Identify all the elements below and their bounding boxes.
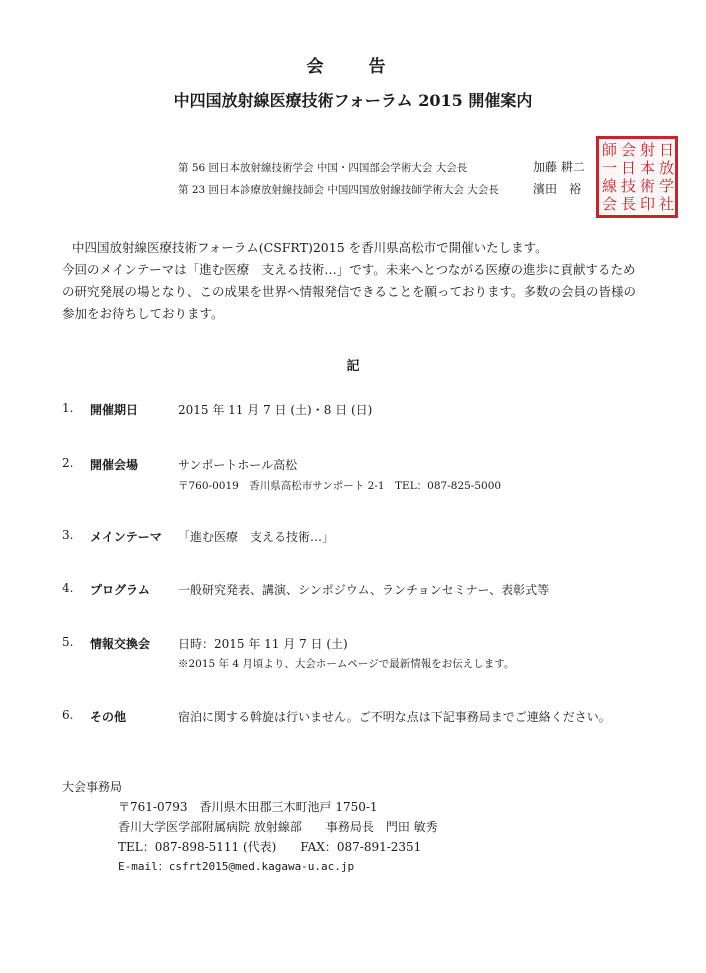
organizer-2-name: 濱田 裕 [533, 182, 582, 196]
seal-char: 術 [640, 177, 656, 195]
item-number: 5. [62, 635, 74, 649]
intro-line-4: 参加をお待ちしております。 [62, 306, 224, 321]
seal-char: 日 [659, 141, 675, 159]
office-address: 〒761-0793 香川県木田郡三木町池戸 1750-1 [118, 800, 378, 814]
intro-line-3: の研究発展の場となり、この成果を世界へ情報発信できることを願っております。多数の会員の皆様の [62, 284, 637, 299]
main-title: 中四国放射線医療技術フォーラム 2015 開催案内 [173, 91, 533, 110]
seal-char: 一 [602, 159, 618, 177]
item-number: 4. [62, 581, 74, 595]
item-value: 「進む医療 支える技術…」 [178, 530, 335, 544]
seal-char: 学 [659, 177, 675, 195]
organizer-1-name: 加藤 耕二 [533, 160, 585, 174]
item-number: 2. [62, 456, 74, 470]
seal-char: 印 [640, 195, 656, 213]
seal-char: 会 [602, 195, 618, 213]
item-label: 開催期日 [90, 403, 139, 417]
item-sub: 〒760-0019 香川県高松市サンポート 2-1 TEL：087-825-5000 [178, 480, 502, 492]
item-number: 6. [62, 708, 74, 722]
seal-char: 日 [621, 159, 637, 177]
item-value: サンポートホール高松 [178, 458, 298, 472]
item-value: 日時：2015 年 11 月 7 日 (土) [178, 637, 348, 651]
seal-char: 長 [621, 195, 637, 213]
item-value: 宿泊に関する斡旋は行いません。ご不明な点は下記事務局までご連絡ください。 [178, 710, 611, 724]
seal-char: 技 [621, 177, 637, 195]
item-value: 一般研究発表、講演、シンポジウム、ランチョンセミナー、表彰式等 [178, 583, 550, 597]
office-heading: 大会事務局 [62, 780, 123, 794]
seal-char: 放 [659, 159, 675, 177]
item-label: メインテーマ [90, 530, 162, 544]
office-dept: 香川大学医学部附属病院 放射線部 事務局長 門田 敏秀 [118, 820, 438, 834]
seal-char: 社 [659, 195, 675, 213]
item-number: 3. [62, 528, 74, 542]
intro-line-1: 中四国放射線医療技術フォーラム(CSFRT)2015 を香川県高松市で開催いたします。 [72, 240, 548, 255]
item-value: 2015 年 11 月 7 日 (土)・8 日 (日) [178, 403, 373, 417]
organizer-2-org: 第 23 回日本診療放射線技師会 中国四国放射線技師学術大会 大会長 [178, 184, 499, 196]
item-number: 1. [62, 401, 74, 415]
item-label: プログラム [90, 583, 150, 597]
office-email: E-mail：csfrt2015@med.kagawa-u.ac.jp [118, 860, 355, 873]
seal-char: 会 [621, 141, 637, 159]
organizer-1-org: 第 56 回日本放射線技術学会 中国・四国部会学術大会 大会長 [178, 162, 468, 174]
official-seal [596, 136, 678, 218]
item-label: その他 [90, 710, 127, 724]
item-sub: ※2015 年 4 月頃より、大会ホームページで最新情報をお伝えします。 [178, 658, 515, 670]
office-phone: TEL：087-898-5111 (代表) FAX：087-891-2351 [118, 840, 422, 854]
seal-char: 線 [602, 177, 618, 195]
item-label: 開催会場 [90, 458, 139, 472]
item-label: 情報交換会 [90, 637, 151, 651]
intro-line-2: 今回のメインテーマは「進む医療 支える技術…」です。未来へとつながる医療の進歩に貢献するため [62, 262, 636, 277]
seal-char: 本 [640, 159, 656, 177]
ki-heading: 記 [346, 359, 360, 374]
notice-title: 会 告 [306, 57, 400, 77]
seal-char: 射 [640, 141, 656, 159]
seal-char: 師 [602, 141, 618, 159]
